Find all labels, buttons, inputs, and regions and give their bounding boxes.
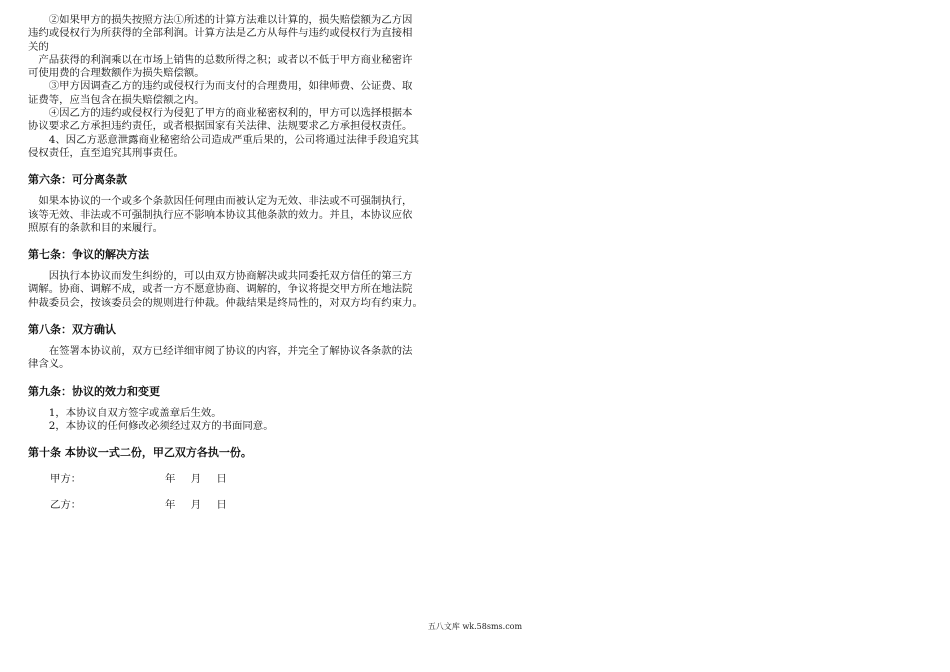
party-b-date: 年 月 日 bbox=[165, 499, 227, 512]
party-a-date: 年 月 日 bbox=[165, 473, 227, 486]
section-body-7 bbox=[28, 270, 452, 310]
signature-line-party-b bbox=[28, 499, 452, 512]
text-line: 在签署本协议前，双方已经详细审阅了协议的内容，并完全了解协议各条款的法 bbox=[28, 345, 413, 358]
text-line: 律含义。 bbox=[28, 358, 70, 371]
section-heading-10: 第十条 本协议一式二份，甲乙双方各执一份。 bbox=[28, 446, 252, 460]
document-page bbox=[28, 14, 452, 512]
text-line: 调解。协商、调解不成，或者一方不愿意协商、调解的，争议将提交甲方所在地法院 bbox=[28, 283, 413, 296]
text-line: 4、因乙方恶意泄露商业秘密给公司造成严重后果的，公司将通过法律手段追究其 bbox=[28, 133, 420, 146]
text-line: 协议要求乙方承担违约责任，或者根据国家有关法律、法规要求乙方承担侵权责任。 bbox=[28, 120, 413, 133]
clause-liability-text bbox=[28, 14, 452, 160]
party-a-label: 甲方： bbox=[50, 473, 82, 486]
text-line: 2，本协议的任何修改必须经过双方的书面同意。 bbox=[28, 419, 274, 432]
section-body-6 bbox=[28, 195, 452, 235]
text-line: ②如果甲方的损失按照方法①所述的计算方法难以计算的，损失赔偿额为乙方因 bbox=[28, 14, 413, 26]
section-heading-6: 第六条：可分离条款 bbox=[28, 173, 127, 187]
signature-line-party-a bbox=[28, 473, 452, 486]
text-line: 产品获得的利润乘以在市场上销售的总数所得之积；或者以不低于甲方商业秘密许 bbox=[28, 53, 413, 66]
section-heading-8: 第八条：双方确认 bbox=[28, 323, 116, 337]
text-line: 可使用费的合理数额作为损失赔偿额。 bbox=[28, 67, 205, 80]
text-line: 侵权责任，直至追究其刑事责任。 bbox=[28, 146, 184, 159]
section-heading-7: 第七条：争议的解决方法 bbox=[28, 248, 149, 262]
text-line: 该等无效、非法或不可强制执行应不影响本协议其他条款的效力。并且，本协议应依 bbox=[28, 208, 413, 221]
section-body-8 bbox=[28, 345, 452, 372]
section-body-9 bbox=[28, 407, 452, 434]
text-line: 如果本协议的一个或多个条款因任何理由而被认定为无效、非法或不可强制执行， bbox=[28, 195, 413, 208]
party-b-label: 乙方： bbox=[50, 499, 82, 512]
text-line: 仲裁委员会，按该委员会的规则进行仲裁。仲裁结果是终局性的，对双方均有约束力。 bbox=[28, 296, 423, 309]
text-line: 因执行本协议而发生纠纷的，可以由双方协商解决或共同委托双方信任的第三方 bbox=[28, 270, 413, 283]
text-line: ④因乙方的违约或侵权行为侵犯了甲方的商业秘密权利的，甲方可以选择根据本 bbox=[28, 107, 413, 120]
text-line: 照原有的条款和目的来履行。 bbox=[28, 221, 164, 234]
footer-watermark: 五八文库 wk.58sms.com bbox=[427, 622, 523, 631]
section-heading-9: 第九条：协议的效力和变更 bbox=[28, 384, 160, 398]
text-line: 关的 bbox=[28, 40, 49, 53]
text-line: 违约或侵权行为所获得的全部利润。计算方法是乙方从每件与违约或侵权行为直接相 bbox=[28, 27, 413, 40]
text-line: 证费等，应当包含在损失赔偿额之内。 bbox=[28, 93, 205, 106]
text-line: 1，本协议自双方签字或盖章后生效。 bbox=[28, 406, 222, 419]
text-line: ③甲方因调查乙方的违约或侵权行为而支付的合理费用，如律师费、公证费、取 bbox=[28, 80, 413, 93]
